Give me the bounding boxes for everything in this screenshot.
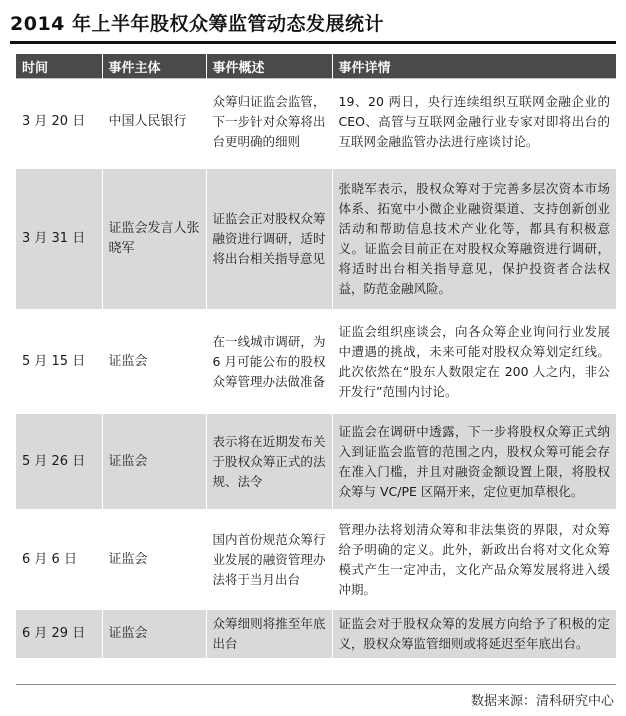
row-detail: 证监会对于股权众筹的发展方向给予了积极的定义，股权众筹监管细则或将延迟至年底出台。 [332, 608, 616, 661]
row-date: 6 月 6 日 [16, 512, 102, 608]
row-subject: 证监会 [102, 608, 206, 661]
table-row [16, 608, 616, 661]
header-subject: 事件主体 [102, 54, 206, 79]
row-summary: 证监会正对股权众筹融资进行调研，适时将出台相关指导意见 [206, 167, 332, 312]
row-subject: 证监会 [102, 412, 206, 512]
table-row [16, 512, 616, 608]
row-date: 5 月 15 日 [16, 312, 102, 412]
row-subject: 证监会发言人张晓军 [102, 167, 206, 312]
table-header-row [16, 54, 616, 79]
regulation-table [16, 54, 616, 663]
row-date: 5 月 26 日 [16, 412, 102, 512]
row-summary: 表示将在近期发布关于股权众筹正式的法规、法令 [206, 412, 332, 512]
table-row [16, 79, 616, 167]
title-divider [10, 41, 616, 44]
row-date: 3 月 31 日 [16, 167, 102, 312]
row-summary: 在一线城市调研，为 6 月可能公布的股权众筹管理办法做准备 [206, 312, 332, 412]
row-detail: 管理办法将划清众筹和非法集资的界限，对众筹给予明确的定义。此外，新政出台将对文化众筹模式产生一定冲击，文化产品众筹发展将进入缓冲期。 [332, 512, 616, 608]
row-detail: 证监会在调研中透露，下一步将股权众筹正式纳入到证监会监管的范围之内，股权众筹可能会存在准入门槛，并且对融资金额设置上限，将股权众筹与 VC/PE 区隔开来，定位更加草根化。 [332, 412, 616, 512]
row-summary: 众筹归证监会监管，下一步针对众筹将出台更明确的细则 [206, 79, 332, 167]
row-detail: 张晓军表示，股权众筹对于完善多层次资本市场体系、拓宽中小微企业融资渠道、支持创新创业活动和帮助信息技术产业化等，都具有积极意义。证监会目前正在对股权众筹融资进行调研，将适时出台相关指导意见，保护投资者合法权益，防范金融风险。 [332, 167, 616, 312]
row-summary: 国内首份规范众筹行业发展的融资管理办法将于当月出台 [206, 512, 332, 608]
header-date: 时间 [16, 54, 102, 79]
header-detail: 事件详情 [332, 54, 616, 79]
row-date: 6 月 29 日 [16, 608, 102, 661]
table-row [16, 167, 616, 312]
header-summary: 事件概述 [206, 54, 332, 79]
row-subject: 证监会 [102, 312, 206, 412]
row-subject: 中国人民银行 [102, 79, 206, 167]
row-detail: 19、20 两日，央行连续组织互联网金融企业的 CEO、高管与互联网金融行业专家对即将出台的互联网金融监管办法进行座谈讨论。 [332, 79, 616, 167]
page-title: 2014 年上半年股权众筹监管动态发展统计 [10, 13, 384, 35]
row-date: 3 月 20 日 [16, 79, 102, 167]
data-source: 数据来源：清科研究中心 [470, 694, 614, 709]
row-summary: 众筹细则将推至年底出台 [206, 608, 332, 661]
row-detail: 证监会组织座谈会，向各众筹企业询问行业发展中遭遇的挑战，未来可能对股权众筹划定红线。此次依然在“股东人数限定在 200 人之内，非公开发行”范围内讨论。 [332, 312, 616, 412]
footer-divider [16, 684, 616, 685]
row-subject: 证监会 [102, 512, 206, 608]
table-row [16, 412, 616, 512]
table-row [16, 312, 616, 412]
